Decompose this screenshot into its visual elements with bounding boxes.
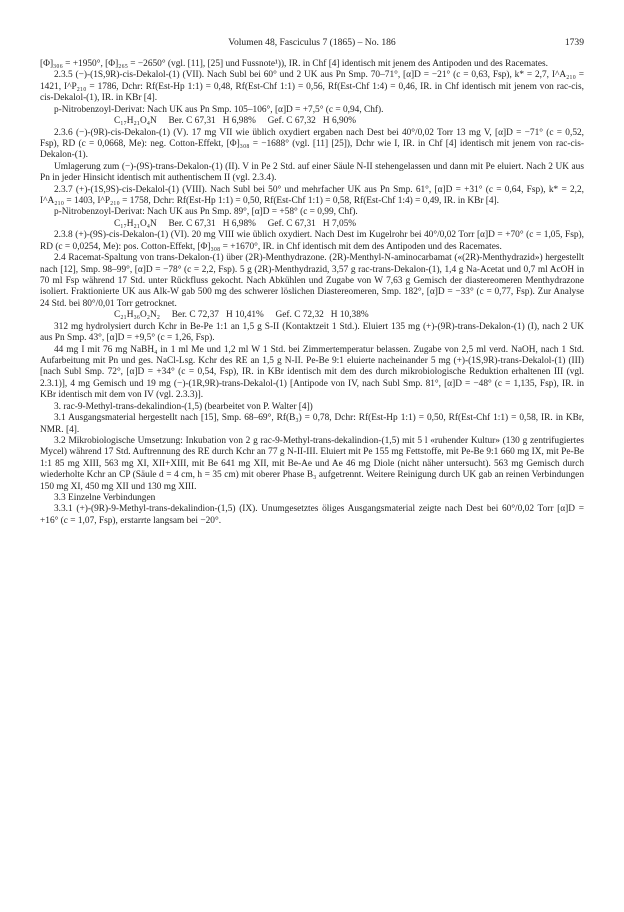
section-heading-3-3: 3.3 Einzelne Verbindungen — [54, 493, 156, 504]
paragraph-hydrolysis: 312 mg hydrolysiert durch Kchr in Be-Pe 1:1 an 1,5 g S-II (Kontaktzeit 1 Std.). Eluiert 135 mg (+)-(9R)-trans-Dekalon-(1) (I), nach 2 UK aus Pn Smp. 43°, [α]D = +9,5° (c = 1,26, Fsp). — [40, 321, 584, 344]
paragraph-nabh4-reduction: 44 mg I mit 76 mg NaBH₄ in 1 ml Me und 1,2 ml W 1 Std. bei Zimmertemperatur belassen. Zugabe von 2,5 ml verd. NaOH, nach 1 Std. Aufarbeitung mit Pn und ges. NaCl-Lsg. Kchr des RE an 1,5 g N-II. Pe-Be 9:1 eluierte nacheinander 5 mg (+)-(1S,9R)-trans-Dekalol-(1) (III) [nach Subl Smp. 72°, [α]D = +34° (c = 0,54, Fsp), IR. in KBr identisch mit dem des durch mikrobiologische Reduktion erhaltenen III (vgl. 2.3.1)], 4 mg Gemisch und 19 mg (−)-(1R,9R)-trans-Dekalol-(1) [Antipode von IV, nach Subl Smp. 81°, [α]D = −48° (c = 1,135, Fsp), IR. in KBr identisch mit dem von IV (vgl. 2.3.3)]. — [40, 344, 584, 401]
page-number: 1739 — [564, 37, 584, 48]
elemental-analysis-3: C₂₁H₃₆O₂N₂ Ber. C 72,37 H 10,41% Gef. C 72,32 H 10,38% — [114, 310, 369, 321]
paragraph-2-3-5-cis-dekalol: 2.3.5 (−)-(1S,9R)-cis-Dekalol-(1) (VII). Nach Subl bei 60° und 2 UK aus Pn Smp. 70–71°, [α]D = −21° (c = 0,63, Fsp), k* = 2,7, I^A₂₁₀ = 1421, I^P₂₁₀ = 1786, Dchr: Rf(Est-Hp 1:1) = 0,48, Rf(Est-Chf 1:1) = 0,56, Rf(Est-Chf 1:4) = 0,46, IR. in Chf identisch mit jenem von rac-cis, cis-Dekalol-(1), IR. in KBr [4]. — [40, 70, 584, 104]
paragraph-nitrobenzoyl-derivative-1: p-Nitrobenzoyl-Derivat: Nach UK aus Pn Smp. 105–106°, [α]D = +7,5° (c = 0,94, Chf). — [54, 104, 384, 115]
paragraph-2-3-6-cis-dekalon: 2.3.6 (−)-(9R)-cis-Dekalon-(1) (V). 17 mg VII wie üblich oxydiert ergaben nach Dest bei 40°/0,02 Torr 13 mg V, [α]D = −71° (c = 0,52, Fsp), RD (c = 0,0668, Me): neg. Cotton-Effekt, [Φ]₃₀₈ = −1688° (vgl. [11] [25]), Dchr wie I, IR. in Chf [4] identisch mit jenem von rac-cis-Dekalon-(1). — [40, 127, 584, 161]
paragraph-optical-rotation-continuation: [Φ]₃₀₆ = +1950°, [Φ]₂₆₅ = −2650° (vgl. [11], [25] und Fussnote¹)), IR. in Chf [4] identisch mit jenem des Antipoden und des Racemates. — [40, 59, 548, 69]
paragraph-2-3-7-cis-dekalol: 2.3.7 (+)-(1S,9S)-cis-Dekalol-(1) (VIII). Nach Subl bei 50° und mehrfacher UK aus Pn Smp. 61°, [α]D = +31° (c = 0,64, Fsp), k* = 2,2, I^A₂₁₀ = 1403, I^P₂₁₀ = 1758, Dchr: Rf(Est-Hp 1:1) = 0,50, Rf(Est-Chf 1:1) = 0,58, Rf(Est-Chf 1:4) = 0,49, IR. in KBr [4]. — [40, 184, 584, 207]
journal-volume-title: Volumen 48, Fasciculus 7 (1865) – No. 186 — [228, 37, 396, 48]
paragraph-3-1-ausgangsmaterial: 3.1 Ausgangsmaterial hergestellt nach [15], Smp. 68–69°, Rf(B₃) = 0,78, Dchr: Rf(Est-Hp 1:1) = 0,50, Rf(Est-Chf 1:1) = 0,58, IR. in KBr, NMR. [4]. — [40, 413, 584, 435]
elemental-analysis-2: C₁₇H₂₁O₄N Ber. C 67,31 H 6,98% Gef. C 67,31 H 7,05% — [114, 218, 357, 229]
elemental-analysis-1: C₁₇H₂₁O₄N Ber. C 67,31 H 6,98% Gef. C 67,32 H 6,90% — [114, 116, 357, 127]
running-header — [40, 37, 584, 49]
paragraph-3-2-mikrobiologische-umsetzung: 3.2 Mikrobiologische Umsetzung: Inkubation von 2 g rac-9-Methyl-trans-dekalindion-(1,5) mit 5 l «ruhender Kultur» (130 g zentrifugiertes Mycel) während 17 Std. Auftrennung des RE durch Kchr an 77 g N-II-III. Eluiert mit Pe 155 mg Fettstoffe, mit Pe-Be 9:1 660 mg IX, mit Pe-Be 1:1 85 mg XIII, 563 mg XI, XII+XIII, mit Be 641 mg XII, mit Be-Ae und Ae 46 mg Diole (nicht näher untersucht). 563 mg Gemisch durch wiederholte Kchr an CP (Säule d = 4 cm, h = 35 cm) mit oberer Phase B₃ aufgetrennt. Weitere Reinigung durch UK gab an reinen Verbindungen 150 mg XI, 450 mg XII und 130 mg XIII. — [40, 435, 584, 492]
paragraph-2-4-racemat-spaltung: 2.4 Racemat-Spaltung von trans-Dekalon-(1) über (2R)-Menthydrazone. (2R)-Menthyl-N-aminocarbamat («(2R)-Menthydrazid») hergestellt nach [12], Smp. 98–99°, [α]D = −78° (c = 2,2, Fsp). 5 g (2R)-Menthydrazid, 3,57 g rac-trans-Dekalon-(1), 1,4 g Na-Acetat und 0,7 ml AcOH in 70 ml Fsp während 17 Std. unter Rückfluss gekocht. Nach Abkühlen und Zugabe von W 7,63 g Gemisch der diastereomeren Menthydrazone isoliert. Fraktionierte UK aus Alk-W gab 500 mg des schwerer löslichen Diastereomeren, Smp. 182°, [α]D = −33° (c = 0,77, Fsp). Zur Analyse 24 Std. bei 80°/0,01 Torr getrocknet. — [40, 253, 584, 309]
paragraph-2-3-8-cis-dekalon: 2.3.8 (+)-(9S)-cis-Dekalon-(1) (VI). 20 mg VIII wie üblich oxydiert. Nach Dest im Kugelrohr bei 40°/0,02 Torr [α]D = +70° (c = 1,05, Fsp), RD (c = 0,0254, Me): pos. Cotton-Effekt, [Φ]₃₀₈ = +1670°, IR. in Chf identisch mit dem des Antipoden und des Racemates. — [40, 230, 584, 252]
section-heading-3: 3. rac-9-Methyl-trans-dekalindion-(1,5) (bearbeitet von P. Walter [4]) — [54, 401, 313, 412]
page-body — [40, 59, 584, 527]
paragraph-nitrobenzoyl-derivative-2: p-Nitrobenzoyl-Derivat: Nach UK aus Pn Smp. 89°, [α]D = +58° (c = 0,99, Chf). — [54, 207, 358, 218]
paragraph-3-3-1-dekalindion: 3.3.1 (+)-(9R)-9-Methyl-trans-dekalindion-(1,5) (IX). Unumgesetztes öliges Ausgangsmaterial zeigte nach Dest bei 60°/0,02 Torr [α]D = +16° (c = 1,07, Fsp), erstarrte langsam bei −20°. — [40, 504, 584, 526]
paragraph-umlagerung: Umlagerung zum (−)-(9S)-trans-Dekalon-(1) (II). V in Pe 2 Std. auf einer Säule N-II stehengelassen und dann mit Pe eluiert. Nach 2 UK aus Pn in jeder Hinsicht identisch mit authentischem II (vgl. 2.3.4). — [40, 161, 584, 184]
